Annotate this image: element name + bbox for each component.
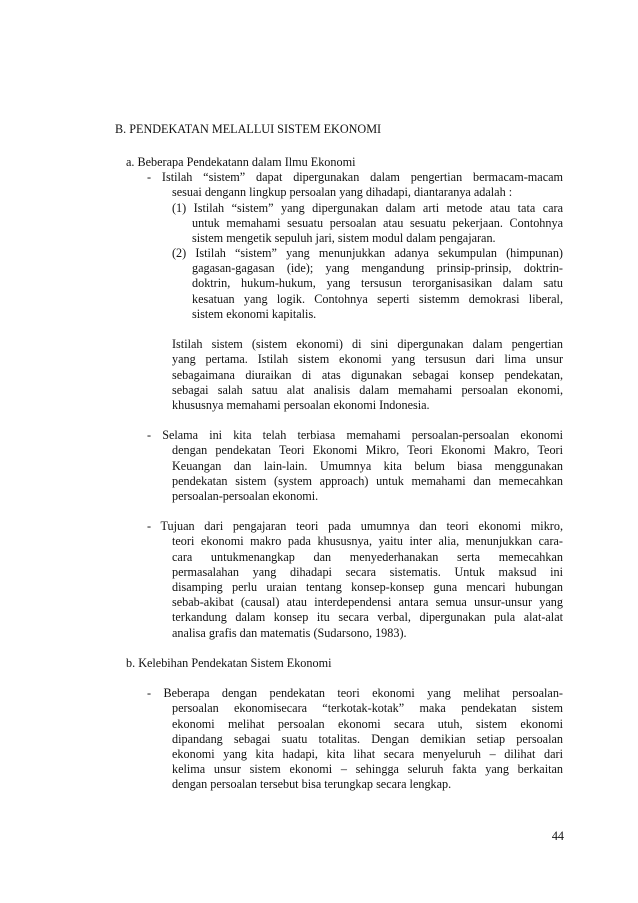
text-line: pendekatan sistem (system approach) untuk memahami dan memecahkan [172, 474, 563, 488]
text-line: - Tujuan dari pengajaran teori pada umumnya dan teori ekonomi mikro, [147, 519, 563, 533]
text-line: teori ekonomi makro pada khususnya, yaitu inter alia, menunjukkan cara- [172, 534, 563, 548]
subsection-b-heading: b. Kelebihan Pendekatan Sistem Ekonomi [126, 656, 332, 670]
text-line: - Selama ini kita telah terbiasa memahami persoalan-persoalan ekonomi [147, 428, 563, 442]
text-line: disamping perlu uraian tentang konsep-konsep guna mencari hubungan [172, 580, 563, 594]
text-line: kelima unsur sistem ekonomi – sehingga seluruh fakta yang berkaitan [172, 762, 563, 776]
text-line: doktrin, hukum-hukum, yang tersusun terorganisasikan dalam satu [192, 276, 563, 290]
text-line: dengan pendekatan Teori Ekonomi Mikro, Teori Ekonomi Makro, Teori [172, 443, 563, 457]
text-line: sistem mengetik sepuluh jari, sistem modul dalam pengajaran. [192, 231, 496, 245]
text-line: dengan persoalan tersebut bisa terungkap secara lengkap. [172, 777, 452, 791]
text-line: kesatuan yang logik. Contohnya seperti sistemm demokrasi liberal, [192, 292, 563, 306]
text-line: sesuai dengann lingkup persoalan yang dihadapi, diantaranya adalah : [172, 185, 513, 199]
text-line: permasalahan yang dihadapi secara sistematis. Untuk maksud ini [172, 565, 563, 579]
text-line: dipandang sebagai suatu totalitas. Dengan demikian setiap persoalan [172, 732, 563, 746]
text-line: sebagai salah satuu alat analisis dalam memahami persoalan ekonomi, [172, 383, 563, 397]
text-line: gagasan-gagasan (ide); yang mengandung prinsip-prinsip, doktrin- [192, 261, 563, 275]
page-number: 44 [551, 829, 564, 843]
text-line: khususnya memahami persoalan ekonomi Indonesia. [172, 398, 430, 412]
text-line: - Beberapa dengan pendekatan teori ekonomi yang melihat persoalan- [147, 686, 563, 700]
text-line: Keuangan dan lain-lain. Umumnya kita belum biasa menggunakan [172, 459, 563, 473]
section-title: B. PENDEKATAN MELALLUI SISTEM EKONOMI [115, 122, 382, 136]
text-line: (1) Istilah “sistem” yang dipergunakan dalam arti metode atau tata cara [172, 201, 563, 215]
text-line: terkandung dalam konsep itu secara verbal, dipergunakan pula alat-alat [172, 610, 563, 624]
text-line: Istilah sistem (sistem ekonomi) di sini dipergunakan dalam pengertian [172, 337, 563, 351]
subsection-a-heading: a. Beberapa Pendekatann dalam Ilmu Ekonomi [126, 155, 356, 169]
text-line: analisa grafis dan matematis (Sudarsono, 1983). [172, 626, 407, 640]
text-line: persoalan ekonomisecara “terkotak-kotak” maka pendekatan sistem [172, 701, 563, 715]
text-line: persoalan-persoalan ekonomi. [172, 489, 319, 503]
text-line: untuk memahami sesuatu persoalan atau sesuatu pekerjaan. Contohnya [192, 216, 563, 230]
text-line: sistem ekonomi kapitalis. [192, 307, 317, 321]
text-line: ekonomi melihat persoalan ekonomi secara utuh, sistem ekonomi [172, 717, 563, 731]
text-line: yang pertama. Istilah sistem ekonomi yang tersusun dari lima unsur [172, 352, 563, 366]
text-line: ekonomi yang kita hadapi, kita lihat secara menyeluruh – dilihat dari [172, 747, 563, 761]
text-line: sebab-akibat (causal) atau interdependensi antara semua unsur-unsur yang [172, 595, 563, 609]
text-line: cara untukmenangkap dan menyederhanakan serta memecahkan [172, 550, 563, 564]
text-line: sebagaimana diuraikan di atas digunakan sebagai konsep pendekatan, [172, 368, 563, 382]
text-line: (2) Istilah “sistem” yang menunjukkan adanya sekumpulan (himpunan) [172, 246, 563, 260]
text-line: - Istilah “sistem” dapat dipergunakan dalam pengertian bermacam-macam [147, 170, 563, 184]
